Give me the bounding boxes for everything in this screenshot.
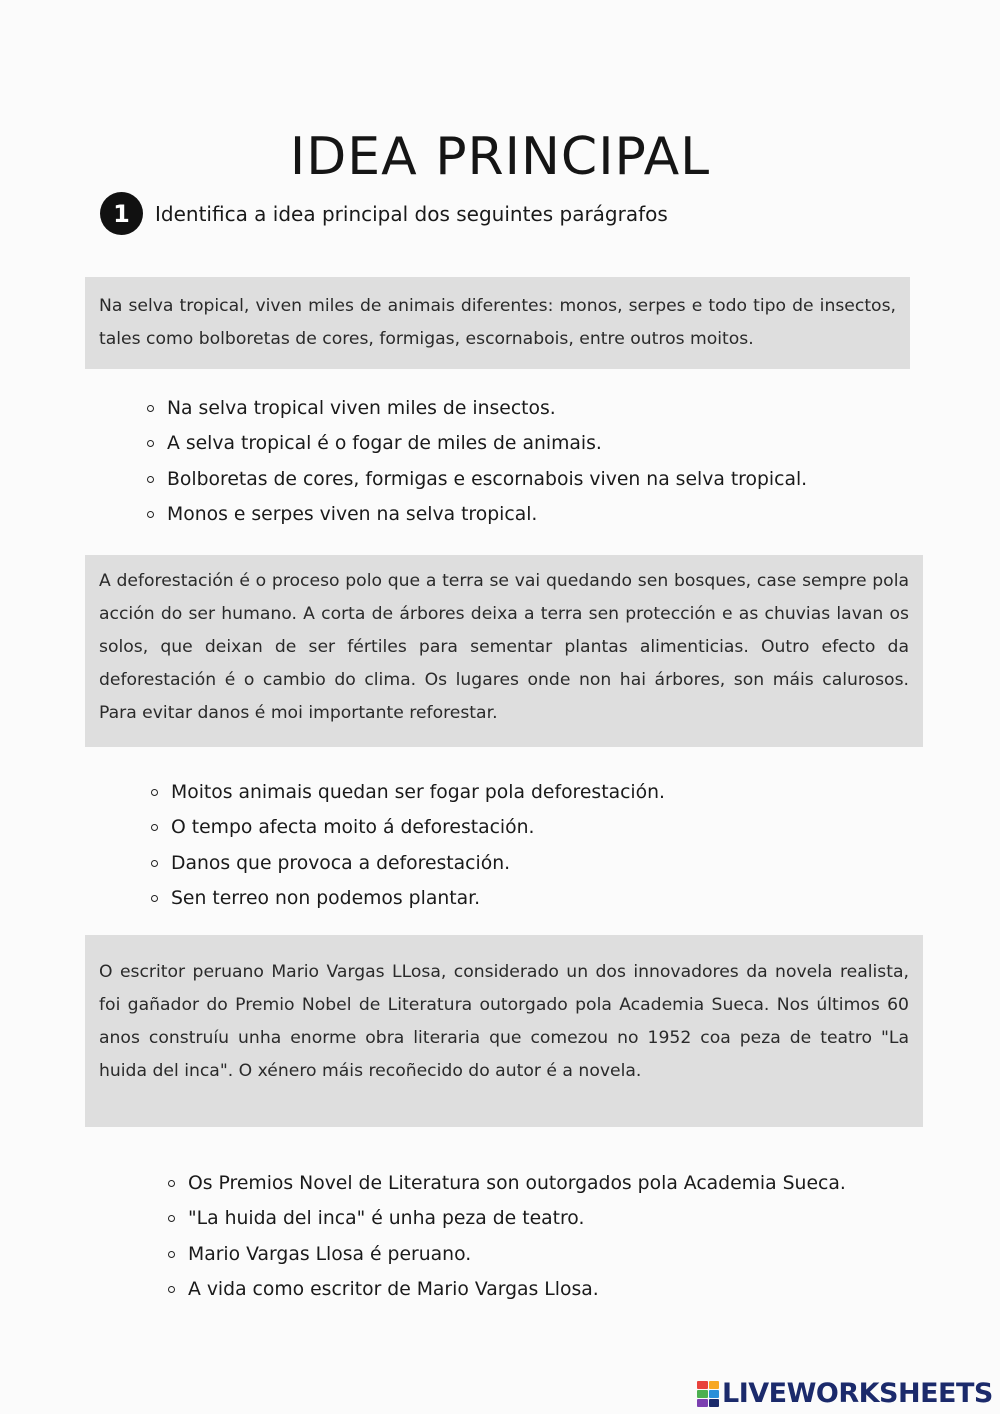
circle-bullet-icon	[168, 1180, 175, 1187]
passage-1: Na selva tropical, viven miles de animais diferentes: monos, serpes e todo tipo de insectos, tales como bolboretas de cores, formigas, escornabois, entre outros moitos.	[85, 277, 910, 369]
option-text: Bolboretas de cores, formigas e escornabois viven na selva tropical.	[167, 468, 808, 490]
options-list-2	[151, 775, 665, 916]
option-text: Moitos animais quedan ser fogar pola deforestación.	[171, 782, 665, 804]
option-text: Na selva tropical viven miles de insectos.	[167, 398, 556, 420]
option-item[interactable]	[168, 1237, 846, 1272]
option-text: Mario Vargas Llosa é peruano.	[188, 1243, 472, 1265]
option-item[interactable]	[147, 426, 807, 461]
circle-bullet-icon	[147, 511, 154, 518]
options-list-1	[147, 391, 807, 532]
circle-bullet-icon	[147, 405, 154, 412]
logo-text: LIVEWORKSHEETS	[722, 1378, 993, 1409]
option-item[interactable]	[168, 1166, 846, 1201]
option-text: Sen terreo non podemos plantar.	[171, 888, 481, 910]
option-text: A vida como escritor de Mario Vargas Llosa.	[188, 1279, 599, 1301]
option-item[interactable]	[168, 1272, 846, 1307]
options-list-3	[168, 1166, 846, 1307]
option-text: "La huida del inca" é unha peza de teatro.	[188, 1208, 585, 1230]
passage-2: A deforestación é o proceso polo que a terra se vai quedando sen bosques, case sempre pola acción do ser humano. A corta de árbores deixa a terra sen protección e as chuvias lavan os solos, que deixan de ser fértiles para sementar plantas alimenticias. Outro efecto da deforestación é o cambio do clima. Os lugares onde non hai árbores, son máis calurosos. Para evitar danos é moi importante reforestar.	[85, 555, 923, 747]
instruction	[100, 192, 668, 235]
option-text: A selva tropical é o fogar de miles de animais.	[167, 433, 602, 455]
option-item[interactable]	[151, 881, 665, 916]
option-text: O tempo afecta moito á deforestación.	[171, 817, 535, 839]
circle-bullet-icon	[151, 824, 158, 831]
option-item[interactable]	[151, 846, 665, 881]
circle-bullet-icon	[168, 1286, 175, 1293]
circle-bullet-icon	[147, 476, 154, 483]
page-title: IDEA PRINCIPAL	[289, 126, 711, 187]
circle-bullet-icon	[168, 1251, 175, 1258]
liveworksheets-logo-icon	[697, 1381, 719, 1407]
option-item[interactable]	[151, 775, 665, 810]
option-text: Os Premios Novel de Literatura son outorgados pola Academia Sueca.	[188, 1173, 846, 1195]
circle-bullet-icon	[151, 860, 158, 867]
instruction-text: Identifica a idea principal dos seguintes parágrafos	[155, 201, 668, 226]
circle-bullet-icon	[151, 789, 158, 796]
circle-bullet-icon	[147, 440, 154, 447]
option-text: Danos que provoca a deforestación.	[171, 852, 511, 874]
passage-3: O escritor peruano Mario Vargas LLosa, considerado un dos innovadores da novela realista, foi gañador do Premio Nobel de Literatura outorgado pola Academia Sueca. Nos últimos 60 anos construíu unha enorme obra literaria que comezou no 1952 coa peza de teatro "La huida del inca". O xénero máis recoñecido do autor é a novela.	[85, 935, 923, 1127]
liveworksheets-logo[interactable]	[697, 1378, 993, 1409]
option-item[interactable]	[168, 1201, 846, 1236]
option-item[interactable]	[147, 497, 807, 532]
circle-bullet-icon	[168, 1215, 175, 1222]
option-item[interactable]	[147, 391, 807, 426]
option-item[interactable]	[147, 462, 807, 497]
option-item[interactable]	[151, 810, 665, 845]
circle-bullet-icon	[151, 895, 158, 902]
option-text: Monos e serpes viven na selva tropical.	[167, 504, 538, 526]
number-badge: 1	[100, 192, 143, 235]
